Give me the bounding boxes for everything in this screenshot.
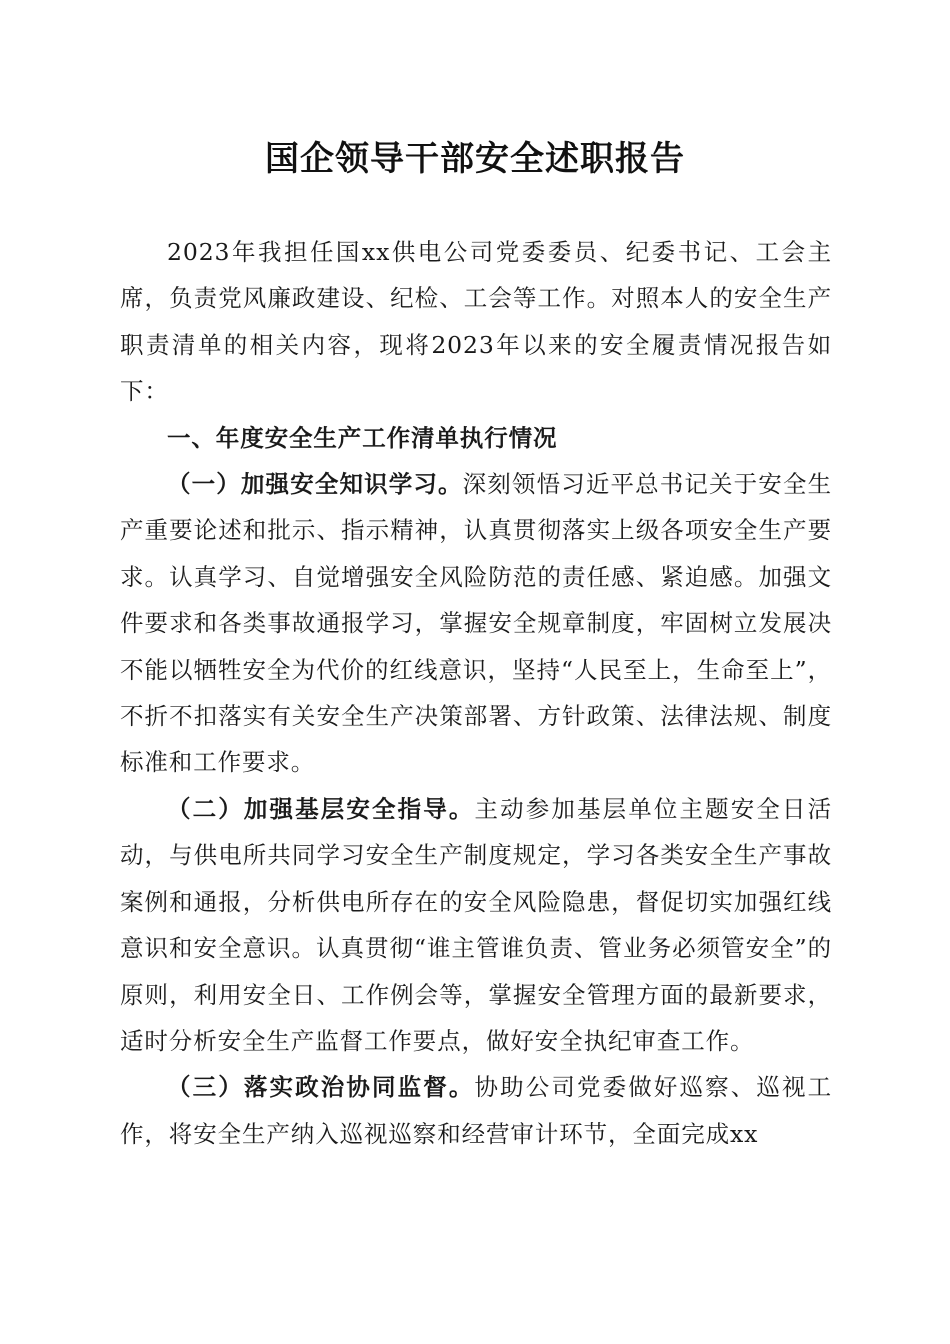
item-paragraph-1 — [120, 461, 832, 786]
section-heading: 一、年度安全生产工作清单执行情况 — [167, 423, 558, 452]
item-text: 主动参加基层单位主题安全日活动，与供电所共同学习安全生产制度规定，学习各类安全生产事故案例和通报，分析供电所存在的安全风险隐患，督促切实加强红线意识和安全意识。认真贯彻“谁主管谁负责、管业务必须管安全”的原则，利用安全日、工作例会等，掌握安全管理方面的最新要求，适时分析安全生产监督工作要点，做好安全执纪审查工作。 — [120, 794, 832, 1055]
item-text: 深刻领悟习近平总书记关于安全生产重要论述和批示、指示精神，认真贯彻落实上级各项安全生产要求。认真学习、自觉增强安全风险防范的责任感、紧迫感。加强文件要求和各类事故通报学习，掌握安全规章制度，牢固树立发展决不能以牺牲安全为代价的红线意识，坚持“人民至上，生命至上”，不折不扣落实有关安全生产决策部署、方针政策、法律法规、制度标准和工作要求。 — [120, 470, 832, 777]
document-title: 国企领导干部安全述职报告 — [265, 139, 685, 179]
item-lead: （一）加强安全知识学习。 — [167, 470, 463, 499]
item-lead: （三）落实政治协同监督。 — [167, 1073, 475, 1102]
item-text: 协助公司党委做好巡察、巡视工作，将安全生产纳入巡视巡察和经营审计环节，全面完成xx — [120, 1073, 832, 1148]
item-paragraph-2 — [120, 786, 832, 1064]
intro-paragraph: 2023年我担任国xx供电公司党委委员、纪委书记、工会主席，负责党风廉政建设、纪检、工会等工作。对照本人的安全生产职责清单的相关内容，现将2023年以来的安全履责情况报告如下： — [120, 238, 832, 406]
document-body — [120, 229, 832, 1157]
item-lead: （二）加强基层安全指导。 — [167, 794, 475, 823]
item-paragraph-3 — [120, 1064, 832, 1157]
